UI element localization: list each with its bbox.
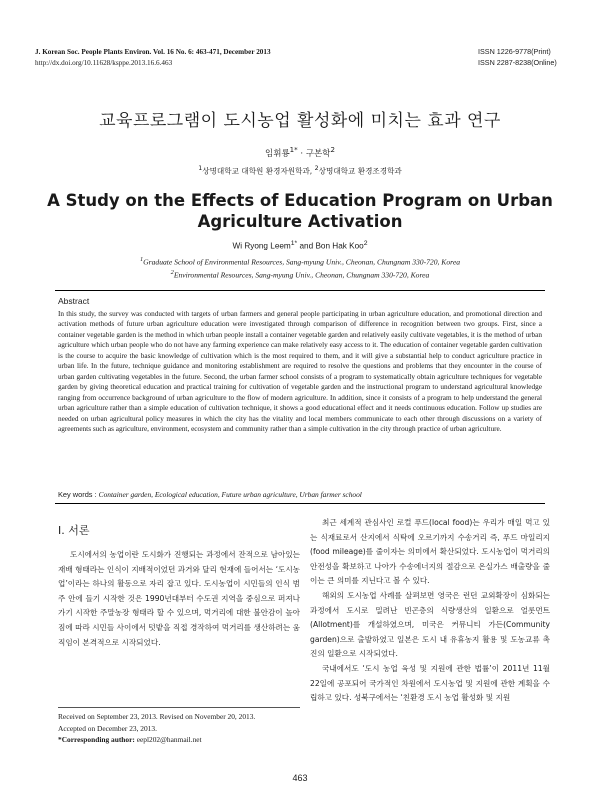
affil-en-line2 — [0, 268, 600, 281]
abstract-top-rule — [55, 290, 545, 291]
author-sep: · — [297, 148, 306, 159]
affil-ko-sup2: 2 — [314, 165, 319, 172]
affil-ko-sup1: 1 — [198, 165, 203, 172]
author-1-en: Wi Ryong Leem — [232, 241, 291, 251]
corresponding-label: *Corresponding author: — [58, 735, 137, 744]
affil-en-2: Environmental Resources, Sang-myung Univ., Cheonan, Chungnam 330-720, Korea — [173, 270, 430, 280]
footnote-accepted: Accepted on December 23, 2013. — [58, 723, 157, 733]
intro-paragraph-3: 해외의 도시농업 사례를 살펴보면 영국은 런던 교외확장이 심화되는 과정에서 도시로 밀려난 빈곤층의 식량생산의 일환으로 얼롯먼트(Allotment)를 개설하였으며, 미국은 커뮤니티 가든(Community garden)으로 출발하였고 일본은 도시 내 유휴농지 활용 및 도농교류 촉진의 일환으로 시작되었다. — [310, 590, 550, 659]
affiliations-english — [0, 255, 600, 281]
intro-paragraph-2: 최근 세계적 관심사인 로컬 푸드(local food)는 우리가 매일 먹고 있는 식재료로서 산지에서 식탁에 오르기까지 수송거리 즉, 푸드 마일리지(food mileage)를 줄이자는 의미에서 확산되었다. 도시농업이 먹거리의 안전성을 확보하고 나아가 수송에너지의 절감으로 온실가스 배출량을 줄이는 큰 의미를 지닌다고 볼 수 있다. — [310, 518, 550, 586]
page-number: 463 — [292, 773, 308, 783]
author-1-en-sup: 1* — [290, 240, 298, 247]
section-heading-introduction: Ⅰ. 서론 — [58, 524, 90, 537]
title-english — [0, 190, 600, 232]
abstract-heading: Abstract — [58, 296, 90, 306]
corresponding-email[interactable]: eepl202@hanmail.net — [136, 735, 202, 744]
footnote — [58, 711, 302, 746]
keywords-label: Key words : — [58, 490, 99, 499]
journal-header — [35, 47, 271, 68]
intro-paragraph-1: 도시에서의 농업이란 도시화가 진행되는 과정에서 잔적으로 남아있는 재배 형태라는 인식이 지배적이었던 과거와 달리 현재에 들어서는 ‘도시농업’이라는 하나의 활동으로 자리 잡고 있다. 도시농업이 시민들의 인식 범주 안에 들기 시작한 것은 1990년대부터 수도권 지역을 중심으로 퍼져나가기 시작한 주말농장 형태라 할 수 있으며, 먹거리에 대한 불안감이 높아짐에 따라 시민들 사이에서 텃밭을 직접 경작하여 먹거리를 생산하려는 움직임이 본격적으로 시작되었다. — [58, 550, 300, 647]
footnote-corresponding — [58, 734, 302, 746]
footnote-rule — [58, 707, 300, 708]
author-1-ko: 임휘룡 — [265, 148, 290, 159]
affil-en-line1 — [0, 255, 600, 268]
author-2-ko-sup: 2 — [330, 145, 335, 154]
affil-en-sup2: 2 — [170, 269, 174, 277]
abstract-text: In this study, the survey was conducted with targets of urban farmers and general people participating in urban agriculture education, and promotional direction and activation methods of future urban agriculture education were investigated through comparison of difference in recognition between two groups. First, since a container vegetable garden is the method in which urban people install a container vegetable garden and relatively easily cultivate vegetables, it is the method of urban agriculture which urban people who do not have any farming experience can make relatively easy access to it. The education of container vegetable garden cultivation is the course to acquire the basic knowledge of cultivation which is the most required to them, and it will give a substantial help to conduct agriculture practice in urban life. In the future, technique guidance and monitoring establishment are required to resolve the questions and problems that they encounter in the course of urban garden cultivating vegetables in the future. Second, the urban farmer school consists of a program to systematically obtain agriculture techniques for vegetable garden by giving theoretical education and practical training for cultivation of vegetable garden and the instructional program to understand agricultural knowledge ranging from occurrence background of urban agriculture to the flow of modern agriculture. In addition, since it consists of a program to help understand the general urban agriculture rather than a simple education of cultivation technique, it shows a good educational effect and it needs continuous education. Follow up studies are needed on urban agricultural policy measures in which the city has the vitality and local members communicate to each other through discussions on a variety of agreements such as agriculture, environment, ecosystem and community rather than a simple cultivation in the city through practice of urban agriculture. — [58, 310, 542, 433]
author-2-en: Bon Hak Koo — [315, 241, 364, 251]
affil-ko-1: 상명대학교 대학원 환경자원학과, — [202, 166, 315, 176]
title-korean: 교육프로그램이 도시농업 활성화에 미치는 효과 연구 — [99, 111, 501, 131]
intro-paragraph-4: 국내에서도 ‘도시 농업 육성 및 지원에 관한 법률’이 2011년 11월 22일에 공포되어 국가적인 차원에서 도시농업 및 지원에 관한 계획을 수립하고 있다. 성북구에서는 ‘친환경 도시 농업 활성화 및 지원 — [310, 663, 550, 703]
keywords-value: Container garden, Ecological education, Future urban agriculture, Urban farmer school — [98, 490, 362, 499]
doi-link[interactable]: http://dx.doi.org/10.11628/ksppe.2013.16.6.463 — [35, 58, 173, 67]
authors-english — [0, 240, 600, 251]
affiliations-korean — [0, 165, 600, 177]
author-1-ko-sup: 1* — [289, 145, 298, 154]
body-column-right — [310, 516, 550, 706]
body-column-left — [58, 548, 300, 650]
journal-citation: J. Korean Soc. People Plants Environ. Vol. 16 No. 6: 463-471, December 2013 — [35, 48, 271, 56]
author-2-ko: 구본학 — [305, 148, 331, 159]
abstract-bottom-rule — [55, 503, 545, 504]
authors-korean — [0, 145, 600, 159]
author-2-en-sup: 2 — [363, 240, 368, 247]
affil-en-1: Graduate School of Environmental Resources, Sang-myung Univ., Cheonan, Chungnam 330-720, Korea — [143, 257, 461, 267]
affil-ko-2: 상명대학교 환경조경학과 — [318, 166, 402, 176]
title-en-line1: A Study on the Effects of Education Program on Urban — [47, 191, 553, 210]
authors-and: and — [297, 241, 316, 251]
keywords — [58, 490, 362, 499]
affil-en-sup1: 1 — [139, 256, 144, 263]
title-en-line2: Agriculture Activation — [197, 212, 403, 231]
issn-print: ISSN 1226-9778(Print) — [478, 47, 551, 56]
issn-online: ISSN 2287-8238(Online) — [478, 57, 557, 67]
issn-block — [478, 47, 557, 68]
footnote-received: Received on September 23, 2013. Revised on November 20, 2013. — [58, 712, 256, 721]
